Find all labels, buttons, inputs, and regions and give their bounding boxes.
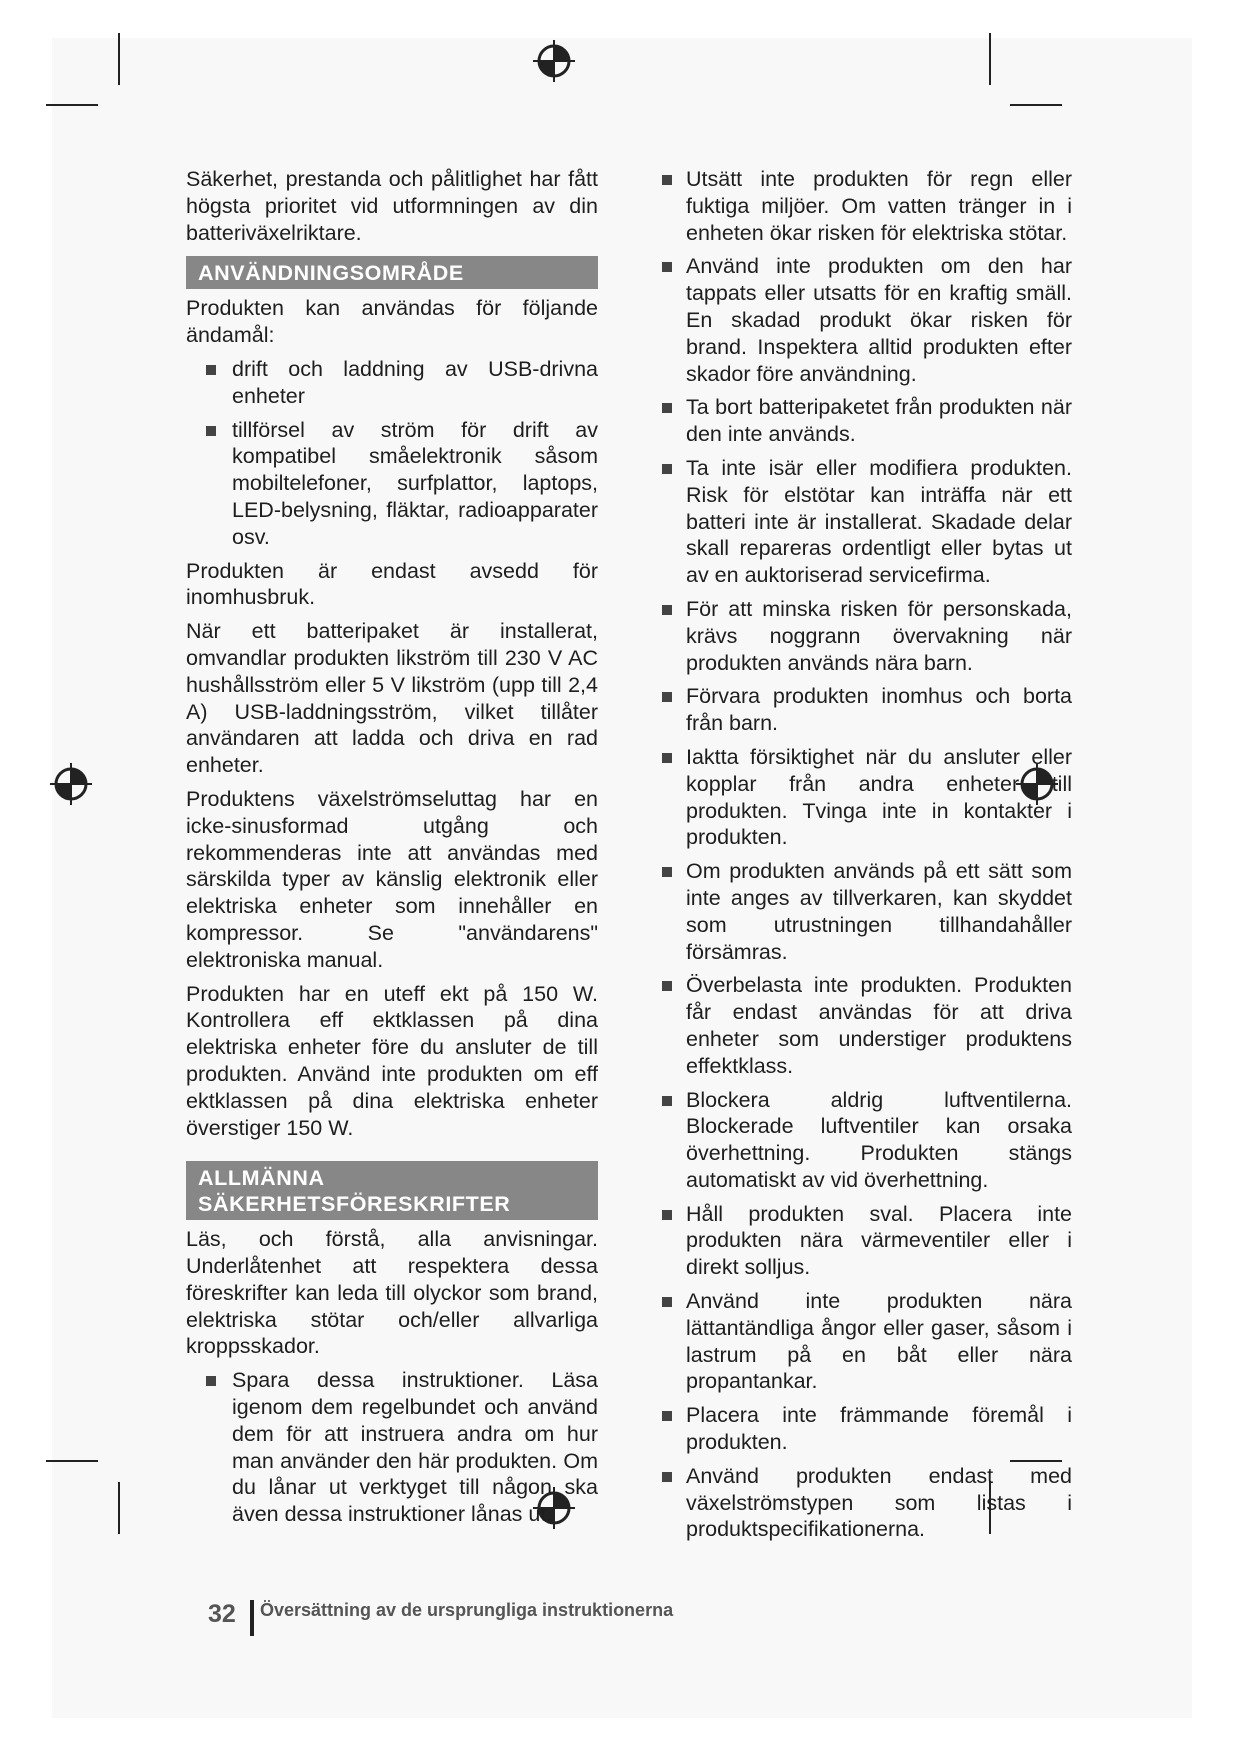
- crop-mark-tr-horizontal: [1010, 104, 1062, 106]
- safety-rules-list: [662, 166, 1072, 1543]
- list-item: Överbelasta inte produkten. Produkten får endast användas för att driva enheter som understiger produktens effektklass.: [662, 972, 1072, 1079]
- section-heading-safety: [186, 1161, 598, 1220]
- list-item: Använd inte produkten om den har tappats eller utsatts för en kraftig smäll. En skadad produkt ökar risken för brand. Inspektera alltid produkten efter skador före användning.: [662, 253, 1072, 387]
- bullet-square-icon: [662, 464, 672, 474]
- crop-mark-bl-horizontal: [46, 1460, 98, 1462]
- list-item: tillförsel av ström för drift av kompatibel småelektronik såsom mobiltelefoner, surfplattor, laptops, LED-belysning, fläktar, radioapparater osv.: [186, 417, 598, 551]
- bullet-square-icon: [662, 403, 672, 413]
- intro-paragraph: Säkerhet, prestanda och pålitlighet har fått högsta prioritet vid utformningen av din batteriväxelriktare.: [186, 167, 598, 245]
- body-paragraph: Produkten är endast avsedd för inomhusbruk.: [186, 558, 598, 610]
- list-item: Placera inte främmande föremål i produkten.: [662, 1402, 1072, 1456]
- heading-line: ALLMÄNNA: [198, 1166, 325, 1191]
- bullet-square-icon: [662, 1411, 672, 1421]
- footer-divider: [250, 1600, 254, 1636]
- bullet-square-icon: [662, 1297, 672, 1307]
- list-item: Blockera aldrig luftventilerna. Blockerade luftventiler kan orsaka överhettning. Produkten stängs automatiskt av vid överhettning.: [662, 1087, 1072, 1194]
- list-item: Ta inte isär eller modifiera produkten. Risk för elstötar kan inträffa när ett batteri inte är installerat. Skadade delar skall repareras ordentligt eller bytas ut av en auktoriserad servicefirma.: [662, 455, 1072, 589]
- bullet-square-icon: [206, 365, 216, 375]
- footer-text: Översättning av de ursprungliga instruktionerna: [260, 1600, 674, 1620]
- safety-intro: Läs, och förstå, alla anvisningar. Underlåtenhet att respektera dessa föreskrifter kan leda till olyckor som brand, elektriska stötar och/eller allvarliga kroppsskador.: [186, 1227, 598, 1359]
- bullet-square-icon: [662, 175, 672, 185]
- page-number: 32: [208, 1600, 236, 1628]
- list-item: Ta bort batteripaketet från produkten när den inte används.: [662, 394, 1072, 448]
- crop-mark-tl-horizontal: [46, 104, 98, 106]
- body-paragraph: Produkten har en uteff ekt på 150 W. Kontrollera eff ektklassen på dina elektriska enheter före du ansluter de till produkten. Använd inte produkten om eff ektklassen på dina elektriska enheter överstiger 150 W.: [186, 981, 598, 1140]
- crop-mark-bl-vertical: [118, 1482, 120, 1534]
- list-item: Använd produkten endast med växelströmstypen som listas i produktspecifikationerna.: [662, 1463, 1072, 1543]
- bullet-square-icon: [662, 1472, 672, 1482]
- heading-line: SÄKERHETSFÖRESKRIFTER: [198, 1192, 511, 1217]
- bullet-square-icon: [662, 605, 672, 615]
- bullet-square-icon: [662, 867, 672, 877]
- list-item: Förvara produkten inomhus och borta från barn.: [662, 683, 1072, 737]
- right-column: [662, 166, 1072, 1550]
- list-item: För att minska risken för personskada, krävs noggrann övervakning när produkten används nära barn.: [662, 596, 1072, 676]
- left-column: [186, 166, 598, 1535]
- list-item: Utsätt inte produkten för regn eller fuktiga miljöer. Om vatten tränger in i enheten ökar risken för elektriska stötar.: [662, 166, 1072, 246]
- bullet-square-icon: [206, 1376, 216, 1386]
- safety-bullet-list: [186, 1367, 598, 1528]
- usage-intro: Produkten kan användas för följande ändamål:: [186, 296, 598, 348]
- bullet-square-icon: [206, 426, 216, 436]
- bullet-square-icon: [662, 692, 672, 702]
- list-item: Spara dessa instruktioner. Läsa igenom dem regelbundet och använd dem för att instruera andra om hur man använder den här produkten. Om du lånar ut verktyget till någon ska även dessa instruktioner lånas ut.: [186, 1367, 598, 1528]
- bullet-square-icon: [662, 262, 672, 272]
- section-heading-usage: ANVÄNDNINGSOMRÅDE: [186, 256, 598, 289]
- bullet-square-icon: [662, 1210, 672, 1220]
- list-item: Iaktta försiktighet när du ansluter eller kopplar från andra enheter till produkten. Tvinga inte in kontakter i produkten.: [662, 744, 1072, 851]
- bullet-square-icon: [662, 1096, 672, 1106]
- crop-mark-tl-vertical: [118, 33, 120, 85]
- bullet-square-icon: [662, 753, 672, 763]
- list-item: drift och laddning av USB-drivna enheter: [186, 356, 598, 410]
- body-paragraph: Produktens växelströmseluttag har en icke-sinusformad utgång och rekommenderas inte att användas med särskilda typer av känslig elektronik eller elektriska enheter som innehåller en kompressor. Se "användarens" elektroniska manual.: [186, 786, 598, 972]
- registration-mark-top-icon: [532, 39, 576, 83]
- list-item: Om produkten används på ett sätt som inte anges av tillverkaren, kan skyddet som utrustningen tillhandahåller försämras.: [662, 858, 1072, 965]
- registration-mark-left-icon: [49, 762, 93, 806]
- crop-mark-tr-vertical: [989, 33, 991, 85]
- list-item: Använd inte produkten nära lättantändliga ångor eller gaser, såsom i lastrum på en båt eller nära propantankar.: [662, 1288, 1072, 1395]
- bullet-square-icon: [662, 981, 672, 991]
- body-paragraph: När ett batteripaket är installerat, omvandlar produkten likström till 230 V AC hushållsström eller 5 V likström (upp till 2,4 A) USB-laddningsström, vilket tillåter användaren att ladda och driva en rad enheter.: [186, 619, 598, 778]
- list-item: Håll produkten sval. Placera inte produkten nära värmeventiler eller i direkt solljus.: [662, 1201, 1072, 1281]
- usage-bullet-list: [186, 356, 598, 551]
